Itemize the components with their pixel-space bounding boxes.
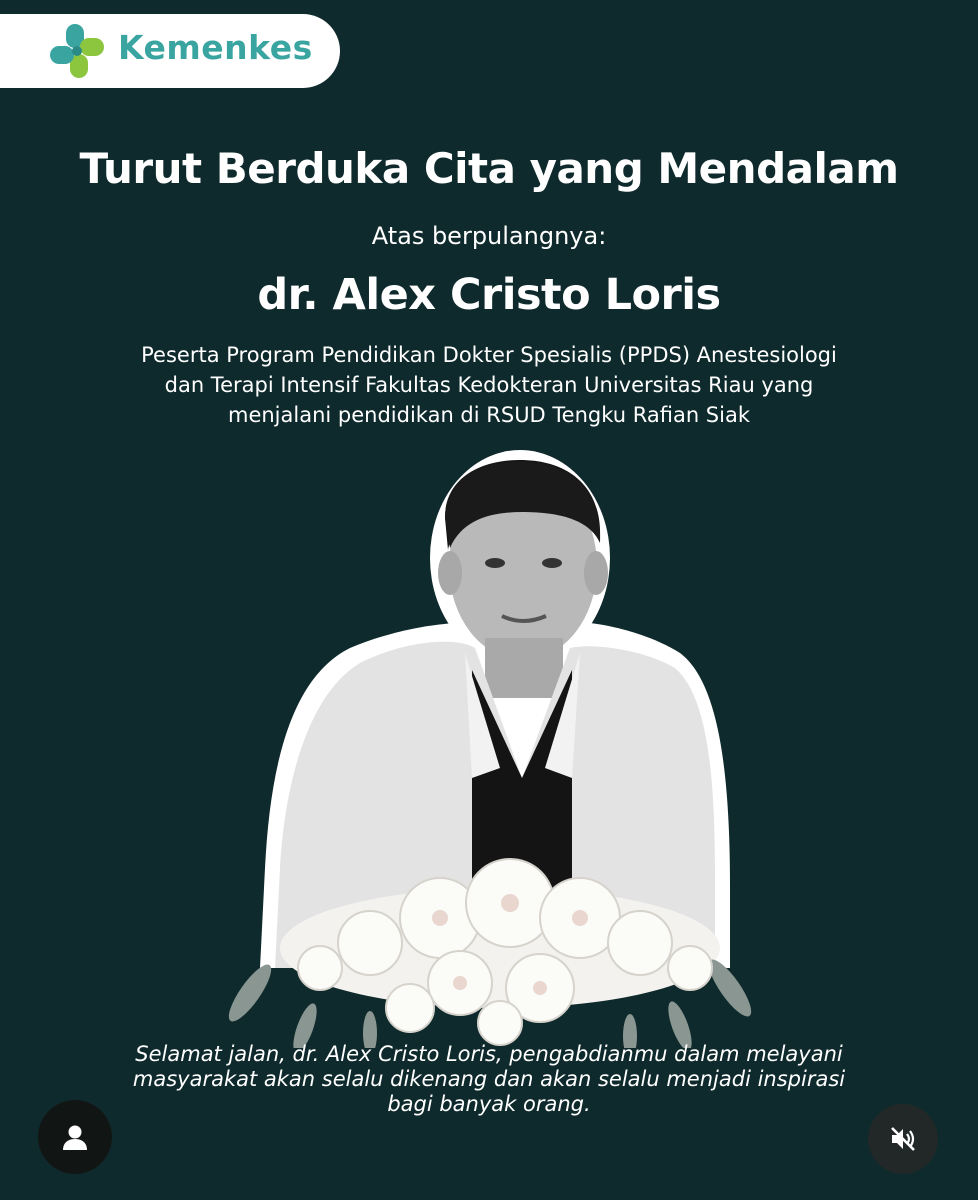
description-line: dan Terapi Intensif Fakultas Kedokteran Universitas Riau yang [164, 373, 814, 397]
deceased-name: dr. Alex Cristo Loris [257, 270, 721, 320]
farewell-line: bagi banyak orang. [387, 1092, 591, 1116]
speaker-muted-icon [887, 1123, 919, 1155]
post-title: Turut Berduka Cita yang Mendalam [79, 144, 899, 193]
deceased-description [90, 340, 888, 430]
portrait-photo [210, 448, 770, 1048]
profile-button[interactable] [38, 1100, 112, 1174]
kemenkes-logo-badge [0, 14, 340, 88]
logo-text: Kemenkes [118, 28, 313, 67]
kemenkes-logo-icon [46, 20, 108, 82]
description-line: menjalani pendidikan di RSUD Tengku Rafian Siak [227, 403, 751, 427]
post-subtitle: Atas berpulangnya: [371, 222, 607, 250]
farewell-line: Selamat jalan, dr. Alex Cristo Loris, pengabdianmu dalam melayani [135, 1042, 843, 1066]
description-line: Peserta Program Pendidikan Dokter Spesialis (PPDS) Anestesiologi [141, 343, 837, 367]
mute-button[interactable] [868, 1104, 938, 1174]
farewell-message [60, 1042, 918, 1117]
user-icon [60, 1122, 90, 1152]
farewell-line: masyarakat akan selalu dikenang dan akan selalu menjadi inspirasi [132, 1067, 846, 1091]
